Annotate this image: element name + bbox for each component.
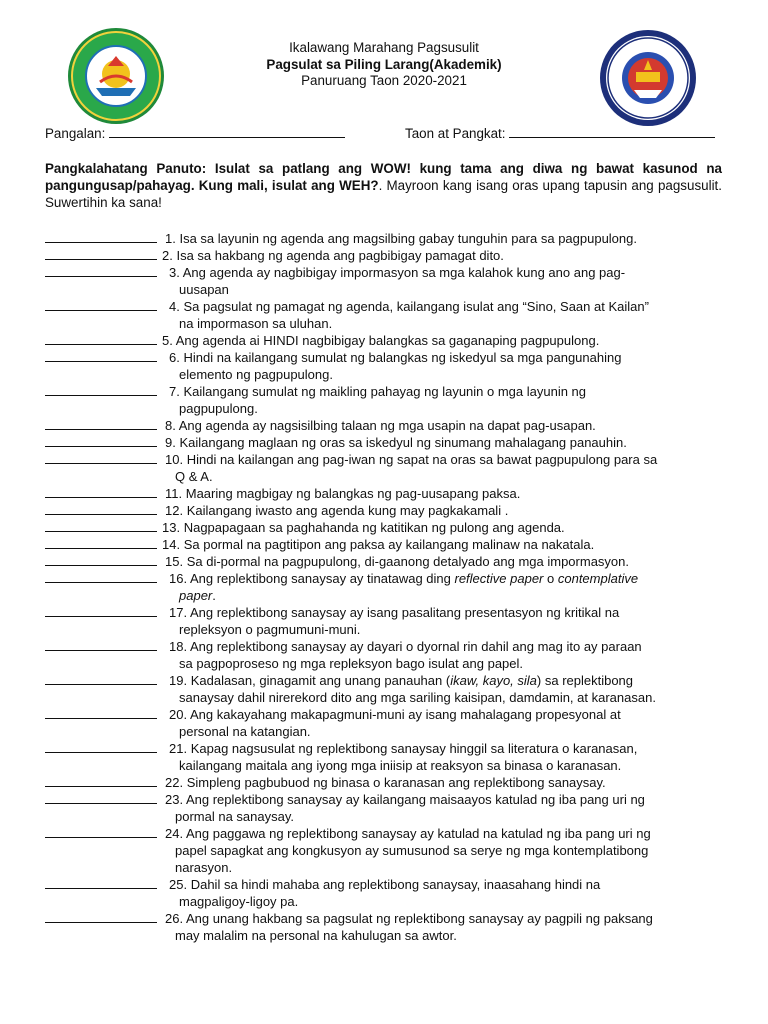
question-item: 24. Ang paggawa ng replektibong sanaysay ay katulad na katulad ng iba pang uri ng papel sapagkat ang kongkusyon ay sumusunod sa serye ng mga kontemplatibong narasyon.: [45, 825, 722, 876]
question-item: 21. Kapag nagsusulat ng replektibong sanaysay hinggil sa literatura o karanasan, kailangang maitala ang iyong mga iniisip at reaksyon sa binasa o karanasan.: [45, 740, 722, 774]
question-item: 20. Ang kakayahang makapagmuni-muni ay isang mahalagang propesyonal at personal na katangian.: [45, 706, 722, 740]
name-label: Pangalan:: [45, 126, 106, 141]
answer-blank[interactable]: [45, 650, 157, 651]
answer-blank[interactable]: [45, 582, 157, 583]
question-item: 6. Hindi na kailangang sumulat ng balangkas ng iskedyul sa mga pangunahing elemento ng pagpupulong.: [45, 349, 722, 383]
answer-blank[interactable]: [45, 531, 157, 532]
question-item: 7. Kailangang sumulat ng maikling pahayag ng layunin o mga layunin ng pagpupulong.: [45, 383, 722, 417]
answer-blank[interactable]: [45, 463, 157, 464]
answer-blank[interactable]: [45, 344, 157, 345]
instructions-rest: . Mayroon kang isang oras upang tapusin ang pagsusulit. Suwertihin ka sana!: [45, 178, 722, 210]
question-item: 17. Ang replektibong sanaysay ay isang pasalitang presentasyon ng kritikal na repleksyon o pagmumuni-muni.: [45, 604, 722, 638]
answer-blank[interactable]: [45, 361, 157, 362]
question-item: 5. Ang agenda ai HINDI nagbibigay balangkas sa gaganaping pagpupulong.: [45, 332, 722, 349]
answer-blank[interactable]: [45, 718, 157, 719]
question-item: 2. Isa sa hakbang ng agenda ang pagbibigay pamagat dito.: [45, 247, 722, 264]
general-instructions: [45, 160, 722, 211]
answer-blank[interactable]: [45, 752, 157, 753]
name-field[interactable]: [45, 125, 345, 141]
question-item: 26. Ang unang hakbang sa pagsulat ng replektibong sanaysay ay pagpili ng paksang may malalim na personal na kahulugan sa awtor.: [45, 910, 722, 944]
answer-blank[interactable]: [45, 616, 157, 617]
question-item: 4. Sa pagsulat ng pamagat ng agenda, kailangang isulat ang “Sino, Saan at Kailan” na impormason sa uluhan.: [45, 298, 722, 332]
exam-header: [200, 40, 568, 90]
question-item: 25. Dahil sa hindi mahaba ang replektibong sanaysay, inaasahang hindi na magpaligoy-ligoy pa.: [45, 876, 722, 910]
grade-section-label: Taon at Pangkat:: [405, 126, 506, 141]
answer-blank[interactable]: [45, 565, 157, 566]
answer-blank[interactable]: [45, 446, 157, 447]
answer-blank[interactable]: [45, 684, 157, 685]
grade-section-field[interactable]: [405, 125, 715, 141]
question-item: 1. Isa sa layunin ng agenda ang magsilbing gabay tunguhin para sa pagpupulong.: [45, 230, 722, 247]
question-item: 19. Kadalasan, ginagamit ang unang panauhan (ikaw, kayo, sila) sa replektibong sanaysay dahil nirerekord dito ang mga sariling kaisipan, damdamin, at karanasan.: [45, 672, 722, 706]
question-item: 23. Ang replektibong sanaysay ay kailangang maisaayos katulad ng iba pang uri ng pormal na sanaysay.: [45, 791, 722, 825]
question-item: 3. Ang agenda ay nagbibigay impormasyon sa mga kalahok kung ano ang pag- uusapan: [45, 264, 722, 298]
question-item: 14. Sa pormal na pagtitipon ang paksa ay kailangang malinaw na nakatala.: [45, 536, 722, 553]
question-item: 11. Maaring magbigay ng balangkas ng pag-uusapang paksa.: [45, 485, 722, 502]
school-seal-logo: [598, 28, 698, 128]
exam-title: Ikalawang Marahang Pagsusulit: [289, 40, 479, 55]
question-item: 10. Hindi na kailangan ang pag-iwan ng sapat na oras sa bawat pagpupulong para sa Q & A.: [45, 451, 722, 485]
question-item: 18. Ang replektibong sanaysay ay dayari o dyornal rin dahil ang mag ito ay paraan sa pagpoproseso ng mga repleksyon bago isulat ang papel.: [45, 638, 722, 672]
answer-blank[interactable]: [45, 259, 157, 260]
question-item: 13. Nagpapagaan sa paghahanda ng katitikan ng pulong ang agenda.: [45, 519, 722, 536]
answer-blank[interactable]: [45, 497, 157, 498]
subject-title: Pagsulat sa Piling Larang(Akademik): [266, 56, 502, 72]
question-item: 9. Kailangang maglaan ng oras sa iskedyul ng sinumang mahalagang panauhin.: [45, 434, 722, 451]
answer-blank[interactable]: [45, 803, 157, 804]
question-item: 16. Ang replektibong sanaysay ay tinatawag ding reflective paper o contemplative paper.: [45, 570, 722, 604]
question-item: 12. Kailangang iwasto ang agenda kung may pagkakamali .: [45, 502, 722, 519]
answer-blank[interactable]: [45, 514, 157, 515]
answer-blank[interactable]: [45, 888, 157, 889]
answer-blank[interactable]: [45, 548, 157, 549]
question-list: [45, 230, 722, 944]
answer-blank[interactable]: [45, 786, 157, 787]
answer-blank[interactable]: [45, 242, 157, 243]
answer-blank[interactable]: [45, 395, 157, 396]
answer-blank[interactable]: [45, 837, 157, 838]
grade-section-blank[interactable]: [509, 125, 715, 138]
answer-blank[interactable]: [45, 922, 157, 923]
question-item: 15. Sa di-pormal na pagpupulong, di-gaanong detalyado ang mga impormasyon.: [45, 553, 722, 570]
division-seal-logo: [66, 26, 166, 126]
school-year: Panuruang Taon 2020-2021: [301, 73, 467, 88]
question-item: 22. Simpleng pagbubuod ng binasa o karanasan ang replektibong sanaysay.: [45, 774, 722, 791]
instructions-bold: Pangkalahatang Panuto: Isulat sa patlang ang WOW! kung tama ang diwa ng bawat kasunod na pangungusap/pahayag. Kung mali, isulat ang WEH?: [45, 161, 722, 193]
student-info-row: [45, 125, 735, 143]
answer-blank[interactable]: [45, 429, 157, 430]
question-item: 8. Ang agenda ay nagsisilbing talaan ng mga usapin na dapat pag-usapan.: [45, 417, 722, 434]
name-blank[interactable]: [109, 125, 345, 138]
answer-blank[interactable]: [45, 276, 157, 277]
answer-blank[interactable]: [45, 310, 157, 311]
